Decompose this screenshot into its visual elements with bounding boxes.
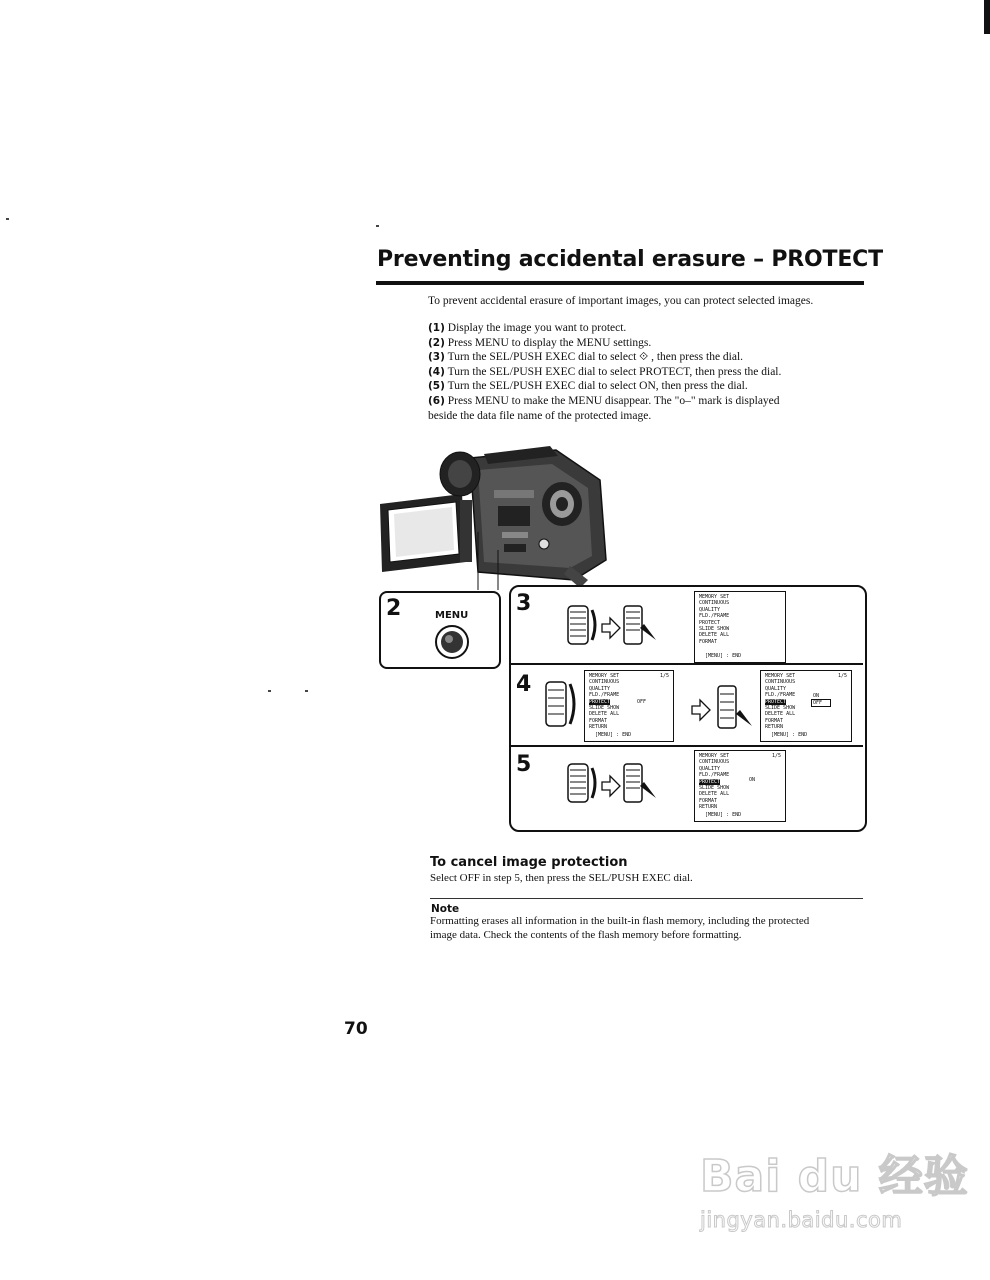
step-4: (4) Turn the SEL/PUSH EXEC dial to select PROTECT, then press the dial. [428,365,782,378]
step-1: (1) Display the image you want to protect. [428,322,627,334]
camcorder-illustration [374,440,614,600]
step-2: (2) Press MENU to display the MENU settings. [428,336,652,349]
step-4-number: 4 [516,672,532,697]
scan-speck [6,218,9,220]
step-6-continued: beside the data file name of the protected image. [428,409,652,422]
dial-turn-press-icon [564,758,674,808]
menu-screen-step-5: 1/5 MEMORY SET CONTINUOUS QUALITY FLD./FRAME PROTECT SLIDE SHOW DELETE ALL FORMAT RETURN ON [MENU] : END [694,750,786,822]
step-3: (3) Turn the SEL/PUSH EXEC dial to select ⟐ , then press the dial. [428,351,744,364]
panel-divider [511,663,863,665]
note-heading: Note [431,903,460,915]
step-5: (5) Turn the SEL/PUSH EXEC dial to select ON, then press the dial. [428,380,748,393]
note-text: Formatting erases all information in the built-in flash memory, including the protected image data. Check the contents of the flash memory before formatting. [430,915,810,941]
step-3-number: 3 [516,591,532,616]
panel-divider [511,745,863,747]
note-divider [430,898,863,899]
page-edge-mark [984,0,990,34]
page-title: Preventing accidental erasure – PROTECT [377,247,883,272]
cancel-heading: To cancel image protection [430,855,628,870]
menu-screen-step-4a: 1/5 MEMORY SET CONTINUOUS QUALITY FLD./FRAME PROTECT SLIDE SHOW DELETE ALL FORMAT RETURN OFF [MENU] : END [584,670,674,742]
step-2-number: 2 [386,596,402,621]
dial-press-icon [690,680,766,736]
dial-turn-press-icon [564,600,674,650]
menu-button-label: MENU [435,610,469,621]
baidu-watermark [700,1140,969,1232]
cancel-text: Select OFF in step 5, then press the SEL/PUSH EXEC dial. [430,872,693,884]
menu-screen-step-4b: 1/5 MEMORY SET CONTINUOUS QUALITY FLD./FRAME PROTECT SLIDE SHOW DELETE ALL FORMAT RETURN ON OFF [MENU] : END [760,670,852,742]
title-underline [376,281,864,285]
menu-screen-step-3: MEMORY SET CONTINUOUS QUALITY FLD./FRAME PROTECT SLIDE SHOW DELETE ALL FORMAT [MENU] : END [694,591,786,663]
menu-button-icon [434,624,470,660]
scan-speck [376,225,379,227]
steps-list [428,321,868,423]
step-6: (6) Press MENU to make the MENU disappear. The "o–" mark is displayed [428,394,780,407]
watermark-brand: Bai du 经验 [700,1151,969,1202]
scan-speck [268,690,271,692]
page-number: 70 [344,1019,368,1039]
intro-text: To prevent accidental erasure of important images, you can protect selected images. [428,295,814,307]
watermark-url: jingyan.baidu.com [700,1208,903,1232]
step-5-number: 5 [516,752,532,777]
scan-speck [305,690,308,692]
dial-turn-icon [542,676,578,732]
